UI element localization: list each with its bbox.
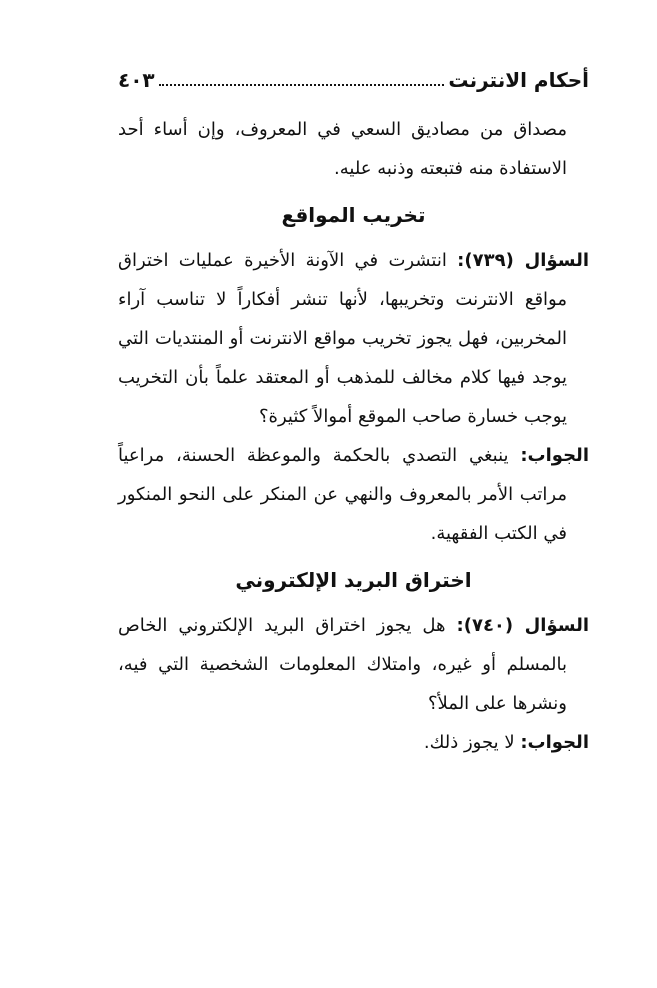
question-740 xyxy=(118,606,589,723)
answer-text: ينبغي التصدي بالحكمة والموعظة الحسنة، مراعياً مراتب الأمر بالمعروف والنهي عن المنكر على النحو المنكور في الكتب الفقهية. xyxy=(118,445,567,544)
intro-text: مصداق من مصاديق السعي في المعروف، وإن أساء أحد الاستفادة منه فتبعته وذنبه عليه. xyxy=(118,119,567,179)
answer-text: لا يجوز ذلك. xyxy=(423,732,515,753)
intro-paragraph xyxy=(118,110,589,188)
answer-740 xyxy=(118,723,589,762)
running-header xyxy=(118,62,589,92)
answer-739 xyxy=(118,436,589,553)
answer-label: الجواب: xyxy=(520,732,589,753)
section-title-site-sabotage: تخريب المواقع xyxy=(281,203,426,227)
header-title: أحكام الانترنت xyxy=(448,68,589,92)
question-739 xyxy=(118,241,589,436)
question-label: السؤال (٧٣٩): xyxy=(457,250,589,271)
question-text: هل يجوز اختراق البريد الإلكتروني الخاص بالمسلم أو غيره، وامتلاك المعلومات الشخصية التي فيه، ونشرها على الملأ؟ xyxy=(118,615,567,714)
section-title-email-hacking: اختراق البريد الإلكتروني xyxy=(235,568,472,592)
page-number: ٤٠٣ xyxy=(118,68,155,92)
question-label: السؤال (٧٤٠): xyxy=(456,615,589,636)
header-dotted-leader xyxy=(159,84,445,86)
page-content xyxy=(118,110,589,762)
question-text: انتشرت في الآونة الأخيرة عمليات اختراق مواقع الانترنت وتخريبها، لأنها تنشر أفكاراً لا تناسب آراء المخربين، فهل يجوز تخريب مواقع الانترنت أو المنتديات التي يوجد فيها كلام مخالف للمذهب أو المعتقد علماً بأن التخريب يوجب خسارة صاحب الموقع أموالاً كثيرة؟ xyxy=(118,250,567,427)
answer-label: الجواب: xyxy=(520,445,589,466)
